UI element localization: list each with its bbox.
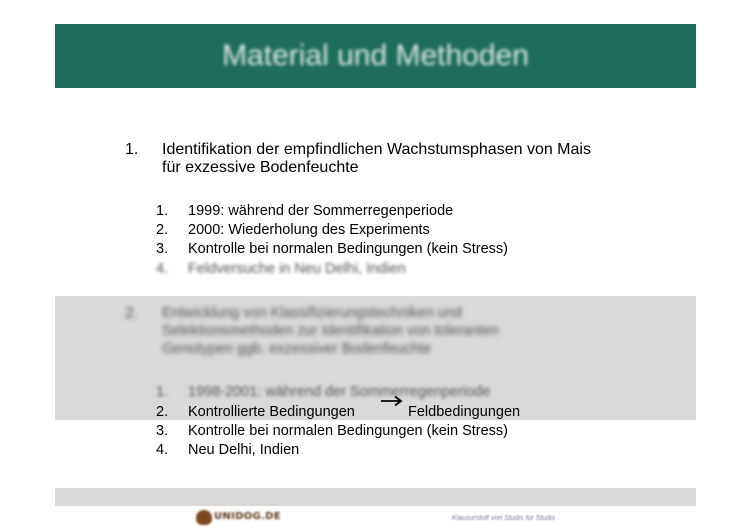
unidog-logo[interactable]: [196, 509, 281, 527]
footer-note: Klausurstoff von Studis für Studis: [452, 515, 556, 522]
slide: [55, 24, 696, 506]
section2-item3-text: Kontrolle bei normalen Bedingungen (kein Stress): [188, 423, 508, 439]
section1-item1-number: 1.: [156, 203, 169, 219]
section1-item4-number: 4.: [156, 261, 169, 277]
section2-item4-number: 4.: [156, 442, 169, 458]
section1-line2: für exzessive Bodenfeuchte: [162, 159, 359, 176]
section2-number: 2.: [125, 305, 139, 322]
section1-item3-text: Kontrolle bei normalen Bedingungen (kein Stress): [188, 241, 508, 257]
slide-header: [55, 24, 696, 88]
logo-text: UNIDOG.DE: [214, 511, 281, 522]
section2-line3: Genotypen ggb. exzessiver Bodenfeuchte: [162, 341, 432, 357]
section1-item4-text: Feldversuche in Neu Delhi, Indien: [188, 261, 406, 277]
section2-item2-text-after: Feldbedingungen: [408, 404, 521, 420]
section2-item2-text: Kontrollierte Bedingungen: [188, 404, 355, 420]
section2-item4-text: Neu Delhi, Indien: [188, 442, 300, 458]
section1-item1-text: 1999: während der Sommerregenperiode: [188, 203, 454, 219]
section1-line1: Identifikation der empfindlichen Wachstumsphasen von Mais: [162, 141, 591, 158]
section2-line1: Entwicklung von Klassifizierungstechniken und: [162, 305, 462, 321]
section2-item1-number: 1.: [156, 384, 169, 400]
section1-item2-text: 2000: Wiederholung des Experiments: [188, 222, 430, 238]
section2-item3-number: 3.: [156, 423, 169, 439]
section2-item1-text: 1998-2001: während der Sommerregenperiode: [188, 384, 491, 400]
section1-item2-number: 2.: [156, 222, 169, 238]
section2-item2-number: 2.: [156, 404, 169, 420]
section2-line2: Selektionsmethoden zur Identifikation von toleranten: [162, 323, 499, 339]
slide-title: Material und Methoden: [222, 39, 529, 72]
right-arrow-icon: [380, 395, 404, 407]
dog-logo-icon: [196, 510, 212, 525]
section1-item3-number: 3.: [156, 241, 169, 257]
section1-number: 1.: [125, 141, 139, 158]
